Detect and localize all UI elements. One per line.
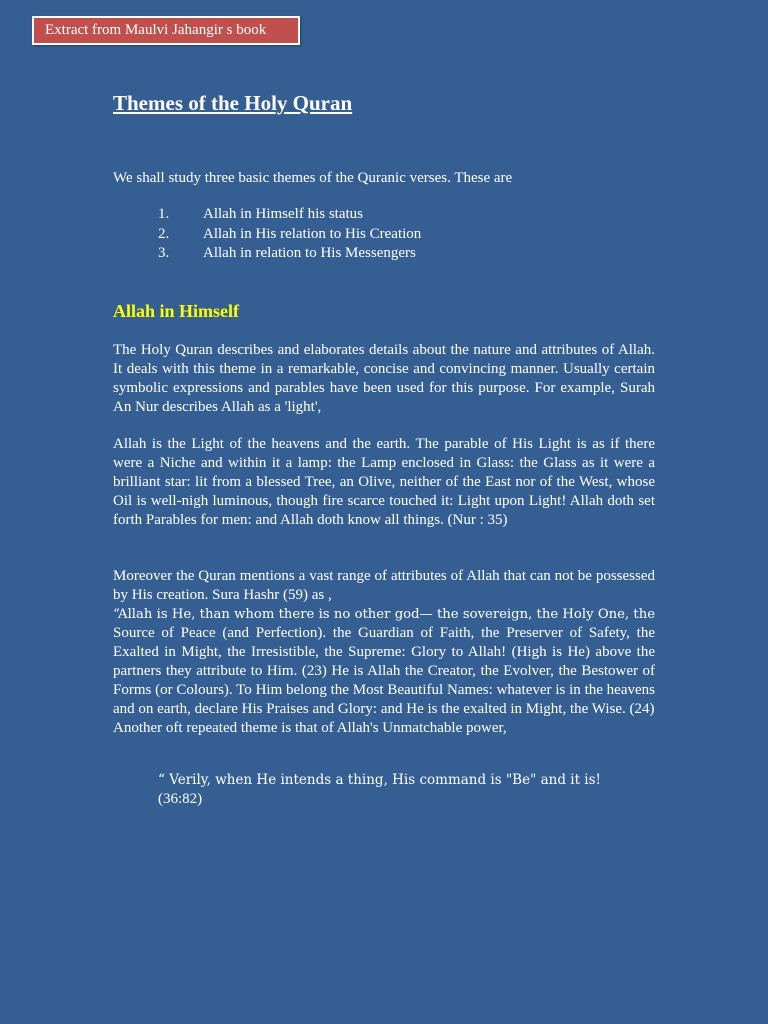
paragraph-attributes [113,567,655,738]
attributes-quote-start: “Allah is He, than whom there is no other god— the sovereign, the Holy One, the [113,607,655,622]
attributes-intro: Moreover the Quran mentions a vast range of attributes of Allah that can not be possessed by His creation. Sura Hashr (59) as , [113,568,655,603]
source-tag: Extract from Maulvi Jahangir s book [32,16,300,45]
paragraph-light-verse: Allah is the Light of the heavens and the earth. The parable of His Light is as if there were a Niche and within it a lamp: the Lamp enclosed in Glass: the Glass as it were a brilliant star: lit from a blessed Tree, an Olive, neither of the East nor of the West, whose Oil is well-nigh luminous, though fire scarce touched it: Light upon Light! Allah doth set forth Parables for men: and Allah doth know all things. (Nur : 35) [113,436,655,528]
list-number: 2. [158,225,170,242]
paragraph-intro: The Holy Quran describes and elaborates details about the nature and attributes of Allah. It deals with this theme in a remarkable, concise and convincing manner. Usually certain symbolic expressions and parables have been used for this purpose. For example, Surah An Nur describes Allah as a 'light', [113,342,655,415]
list-item [158,225,421,245]
attributes-closing: Another oft repeated theme is that of Allah's Unmatchable power, [113,720,507,736]
quote-text: “ Verily, when He intends a thing, His command is "Be" and it is! [158,772,601,788]
attributes-quote-rest: Source of Peace (and Perfection). the Guardian of Faith, the Preserver of Safety, the Exalted in Might, the Irresistible, the Supreme: Glory to Allah! (High is He) above the partners they attribute to Him. (23) He is Allah the Creator, the Evolver, the Bestower of Forms (or Colours). To Him belong the Most Beautiful Names: whatever is in the heavens and on earth, declare His Praises and Glory: and He is the exalted in Might, the Wise. (24) [113,625,655,717]
quote-reference: (36:82) [158,791,203,807]
list-number: 1. [158,206,170,222]
list-item-text: Allah in Himself his status [203,206,363,222]
power-quote [158,771,658,809]
list-item-text: Allah in His relation to His Creation [203,225,422,242]
section-heading: Allah in Himself [113,301,240,321]
themes-list [158,205,421,264]
list-number: 3. [158,245,170,261]
list-item [158,244,421,264]
list-item [158,205,421,225]
page-title: Themes of the Holy Quran [113,91,353,115]
intro-text: We shall study three basic themes of the Quranic verses. These are [113,170,513,186]
list-item-text: Allah in relation to His Messengers [203,245,416,261]
